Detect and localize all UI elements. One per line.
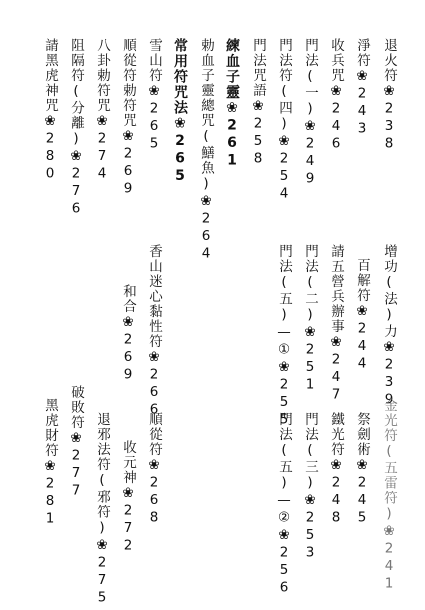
toc-entry: 退邪法符(邪符)❀275 (94, 412, 110, 607)
toc-entry: 門法(五)—②❀256 (276, 412, 292, 597)
toc-entry: 門法(五)—①❀255 (276, 244, 292, 429)
section-heading: 常用符咒法❀265 (172, 38, 188, 186)
toc-entry: 和合❀269 (120, 284, 136, 384)
toc-entry: 增功(法)力❀239 (381, 244, 397, 409)
toc-entry: 勅血子靈總咒(鱔魚)❀264 (198, 38, 214, 263)
toc-entry: 收元神❀272 (120, 440, 136, 555)
toc-entry: 順從符勅符咒❀269 (120, 38, 136, 198)
toc-entry: 請五營兵辦事❀247 (328, 244, 344, 404)
toc-entry: 阻隔符(分離)❀276 (68, 38, 84, 218)
toc-entry: 雪山符❀265 (146, 38, 162, 153)
toc-entry: 請黑虎神咒❀280 (42, 38, 58, 183)
toc-entry: 香山迷心黏性符❀266 (146, 244, 162, 419)
toc-entry: 門法(三)❀253 (302, 412, 318, 562)
toc-entry: 八卦勅符咒❀274 (94, 38, 110, 183)
section-heading: 練血子靈❀261 (224, 38, 240, 170)
toc-entry: 收兵咒❀246 (328, 38, 344, 153)
toc-entry: 門法(二)❀251 (302, 244, 318, 394)
toc-entry: 門法咒語❀258 (250, 38, 266, 168)
toc-entry: 門法(一)❀249 (302, 38, 318, 188)
toc-entry: 黑虎財符❀281 (42, 398, 58, 528)
toc-entry: 順從符❀268 (146, 412, 162, 527)
toc-entry: 金光符(五雷符)❀241 (381, 398, 397, 593)
toc-entry: 鐵光符❀248 (328, 412, 344, 527)
toc-entry: 破敗符❀277 (68, 385, 84, 500)
toc-entry: 百解符❀244 (354, 258, 370, 373)
toc-entry: 門法符(四)❀254 (276, 38, 292, 203)
toc-entry: 退火符❀238 (381, 38, 397, 153)
toc-entry: 淨符❀243 (354, 38, 370, 138)
toc-entry: 祭劍術❀245 (354, 412, 370, 527)
